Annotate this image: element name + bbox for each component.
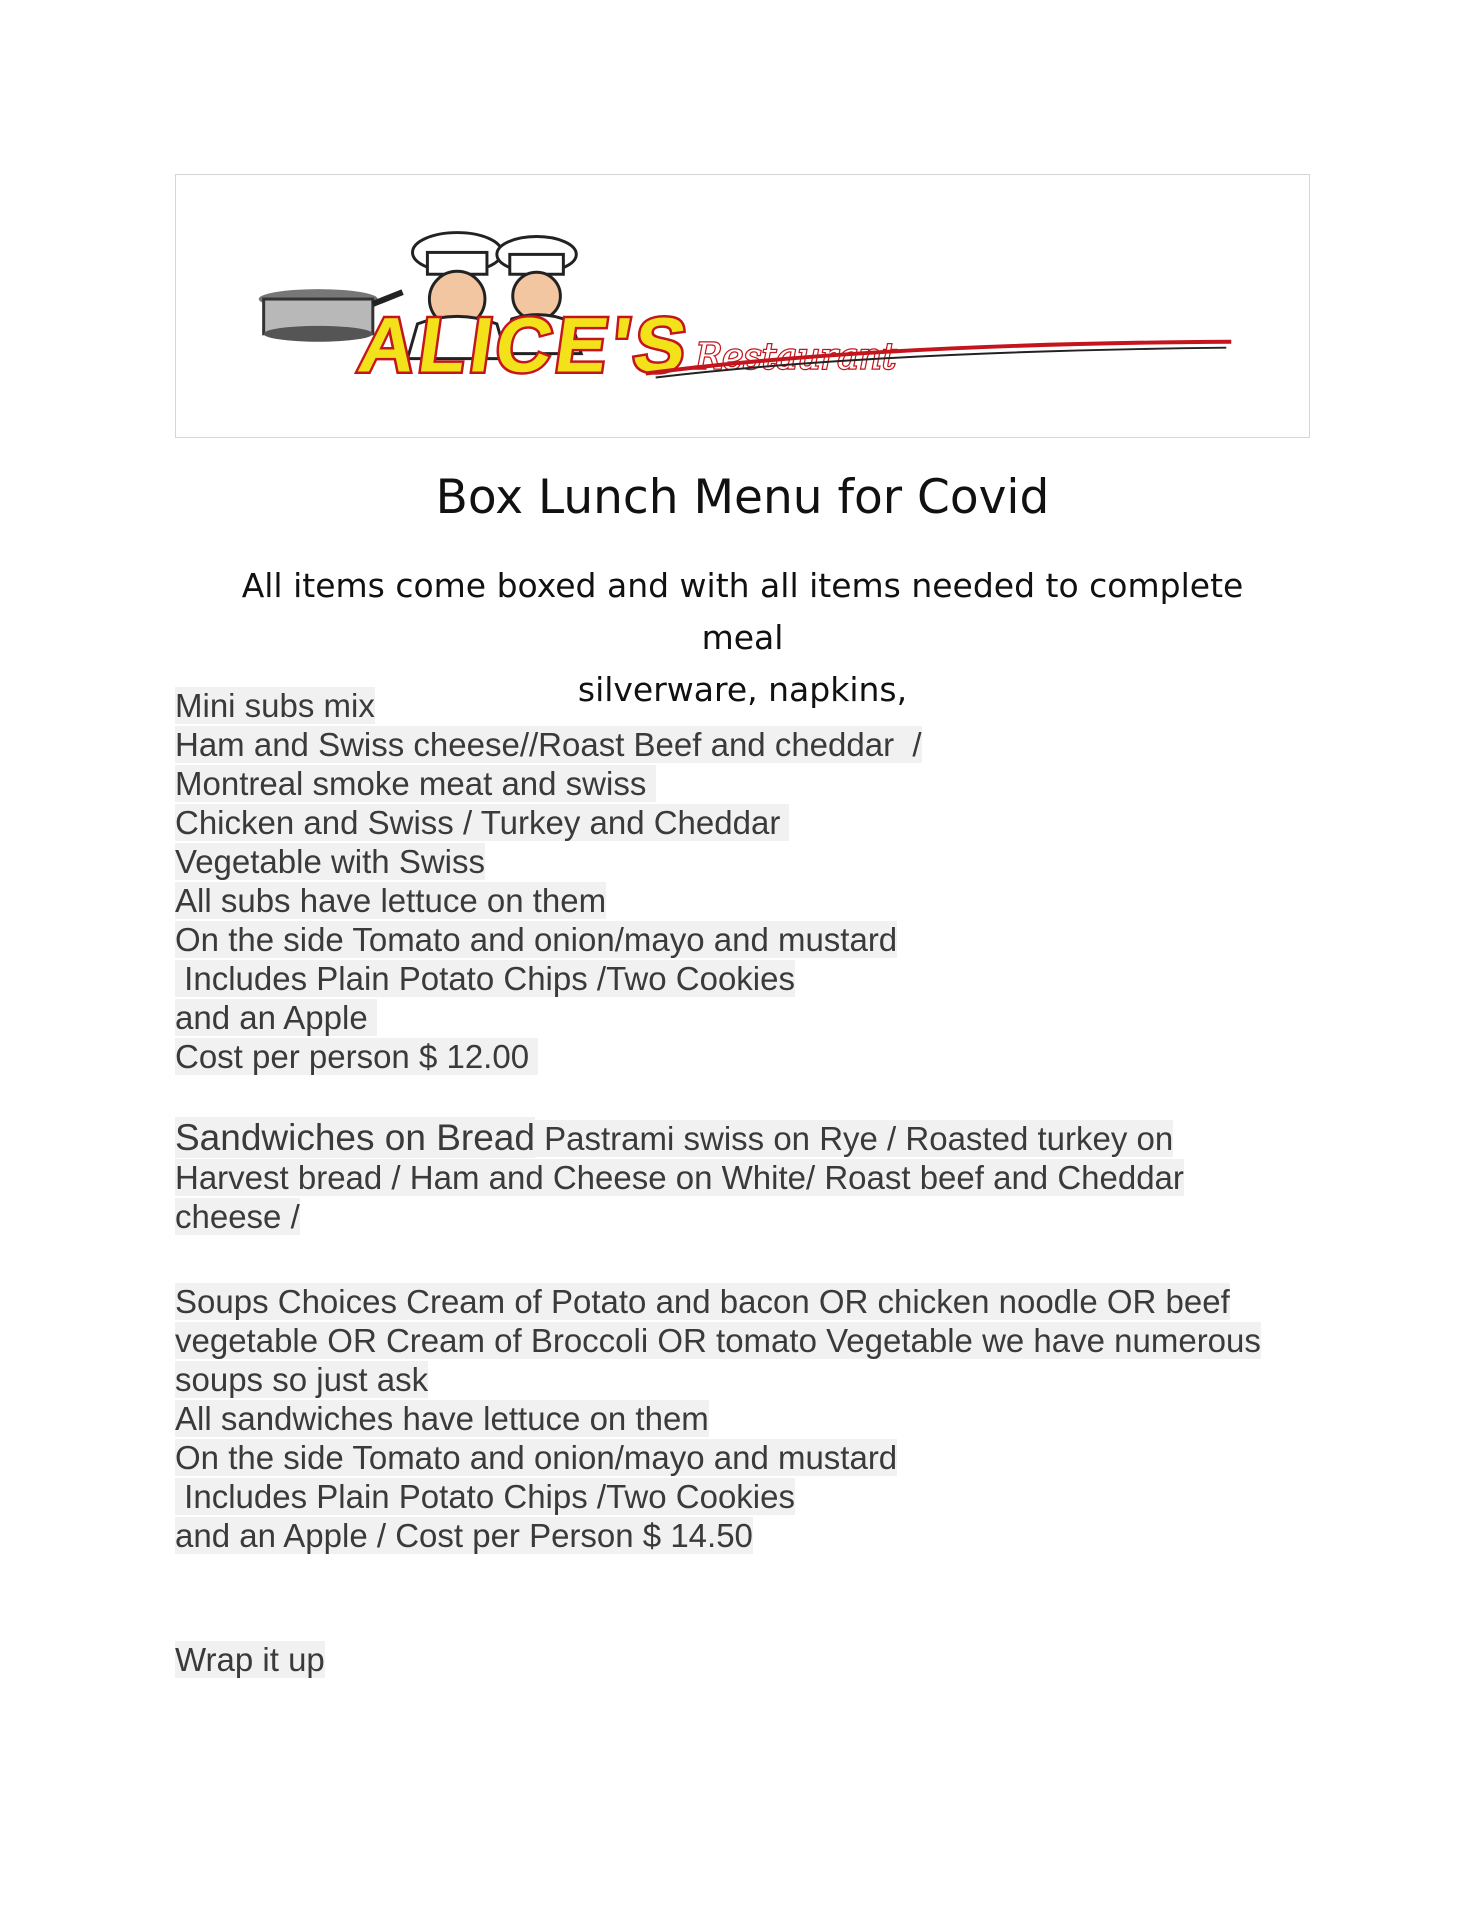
subs-line	[175, 959, 1315, 998]
restaurant-logo-icon	[176, 175, 1309, 437]
subs-line-text: Ham and Swiss cheese//Roast Beef and cheddar /	[175, 726, 922, 763]
wrap-line	[175, 1640, 1315, 1679]
sandwiches-line	[175, 1158, 1315, 1197]
soups-price-line	[175, 1516, 1315, 1555]
subs-line-text: All subs have lettuce on them	[175, 882, 607, 919]
subs-line	[175, 920, 1315, 959]
soups-line-text: vegetable OR Cream of Broccoli OR tomato Vegetable we have numerous	[175, 1322, 1261, 1359]
subs-line	[175, 881, 1315, 920]
soups-line	[175, 1477, 1315, 1516]
subs-line-text: On the side Tomato and onion/mayo and mustard	[175, 921, 898, 958]
soups-line-text: All sandwiches have lettuce on them	[175, 1400, 709, 1437]
soups-line	[175, 1321, 1315, 1360]
subs-price: Cost per person $ 12.00	[175, 1038, 539, 1075]
sandwiches-section	[175, 1118, 1315, 1236]
subs-line	[175, 842, 1315, 881]
sandwiches-line-text: Harvest bread / Ham and Cheese on White/ Roast beef and Cheddar	[175, 1159, 1184, 1196]
logo-wordmark: ALICE'S	[353, 302, 696, 389]
soups-line	[175, 1399, 1315, 1438]
logo-script-text: Restaurant	[695, 336, 897, 378]
sandwiches-heading: Sandwiches on Bread	[175, 1117, 535, 1158]
sandwiches-line	[175, 1118, 1315, 1158]
sandwiches-line	[175, 1197, 1315, 1236]
wrap-heading: Wrap it up	[175, 1641, 325, 1678]
subs-line-text: Includes Plain Potato Chips /Two Cookies	[175, 960, 795, 997]
page-title: Box Lunch Menu for Covid	[435, 470, 1050, 525]
soups-line	[175, 1438, 1315, 1477]
soups-price: and an Apple / Cost per Person $ 14.50	[175, 1517, 753, 1554]
soups-line-text: Includes Plain Potato Chips /Two Cookies	[175, 1478, 795, 1515]
subs-line	[175, 998, 1315, 1037]
subs-line	[175, 686, 1315, 725]
sandwiches-line-text: Pastrami swiss on Rye / Roasted turkey on	[534, 1120, 1174, 1157]
subs-price-line	[175, 1037, 1315, 1076]
soups-line-text: soups so just ask	[175, 1361, 429, 1398]
subs-line	[175, 764, 1315, 803]
subs-line-text: Vegetable with Swiss	[175, 843, 486, 880]
subs-line-text: and an Apple	[175, 999, 377, 1036]
soups-line	[175, 1360, 1315, 1399]
subs-line-text: Mini subs mix	[175, 687, 375, 724]
subs-line	[175, 803, 1315, 842]
subs-section	[175, 686, 1315, 1076]
subs-line-text: Chicken and Swiss / Turkey and Cheddar	[175, 804, 790, 841]
soups-section	[175, 1282, 1315, 1555]
subtitle-line: silverware, napkins,	[577, 670, 908, 709]
soups-line-text: On the side Tomato and onion/mayo and mustard	[175, 1439, 898, 1476]
sandwiches-line-text: cheese /	[175, 1198, 300, 1235]
subtitle-line: All items come boxed and with all items needed to complete meal	[241, 566, 1244, 657]
logo-banner	[175, 174, 1310, 438]
soups-line-text: Soups Choices Cream of Potato and bacon OR chicken noodle OR beef	[175, 1283, 1230, 1320]
wrap-section	[175, 1640, 1315, 1679]
subs-line-text: Montreal smoke meat and swiss	[175, 765, 656, 802]
subs-line	[175, 725, 1315, 764]
soups-line	[175, 1282, 1315, 1321]
